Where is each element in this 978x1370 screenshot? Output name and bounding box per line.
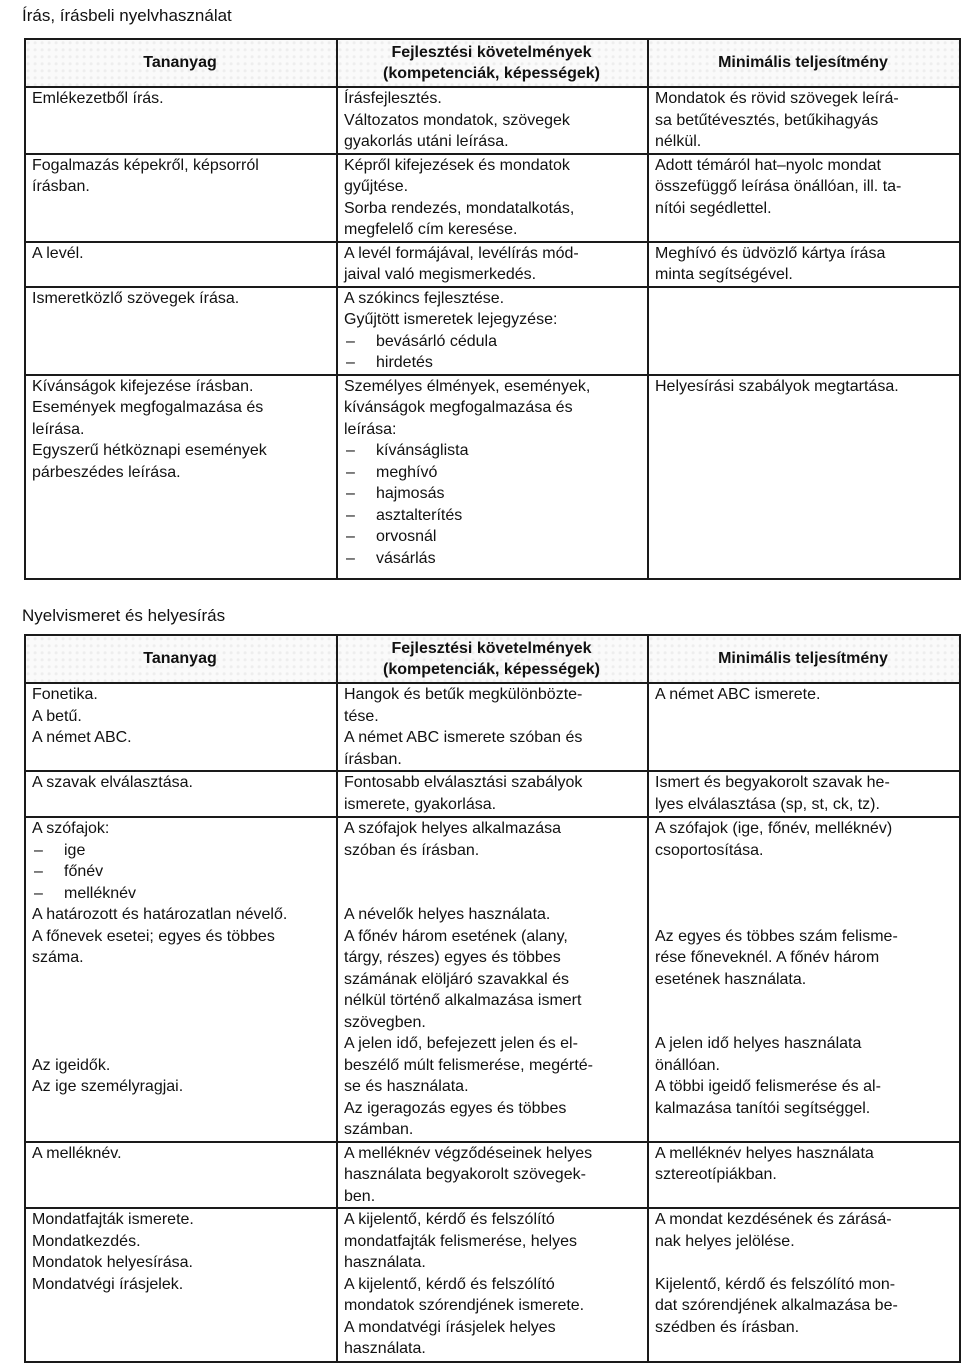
cell-text-line: használata begyakorolt szövegek- <box>344 1166 586 1183</box>
cell-text-line: A kijelentő, kérdő és felszólító <box>344 1275 555 1293</box>
cell-text-line: A főnevek esetei; egyes és többes <box>32 927 275 945</box>
table-cell-c1 <box>25 817 337 1142</box>
cell-text-line: Ismert és begyakorolt szavak he- <box>655 774 890 791</box>
table-cell-c3 <box>648 375 960 579</box>
table-row <box>25 154 960 242</box>
list-item: – orvosnál <box>344 526 639 548</box>
cell-text-line: Kívánságok kifejezése írásban. <box>32 377 254 395</box>
cell-text-line: Egyszerű hétköznapi események <box>32 442 267 459</box>
section-title-writing: Írás, írásbeli nyelvhasználat <box>22 6 232 25</box>
table-cell-c1 <box>25 87 337 154</box>
cell-text-line: A mondat kezdésének és zárásá- <box>655 1211 892 1228</box>
cell-text-line: tése. <box>344 707 379 725</box>
cell-text-line: Mondatvégi írásjelek. <box>32 1275 184 1293</box>
cell-text-line: csoportosítása. <box>655 841 764 859</box>
cell-text-line: A betű. <box>32 707 82 725</box>
dash-bullet-icon: – <box>346 485 355 502</box>
cell-text-line: nak helyes jelölése. <box>655 1232 795 1250</box>
cell-text-line: mondatok szórendjének ismerete. <box>344 1297 585 1314</box>
table-cell-c3 <box>648 287 960 375</box>
table-cell-c2 <box>337 87 648 154</box>
cell-text-line: A levél. <box>32 244 84 262</box>
cell-text-line: Ismeretközlő szövegek írása. <box>32 289 240 307</box>
cell-text-line: Sorba rendezés, mondatalkotás, <box>344 199 575 217</box>
table-cell-c2 <box>337 683 648 771</box>
cell-text-line: A melléknév helyes használata <box>655 1144 874 1162</box>
cell-text-line: Az igeidők. <box>32 1056 111 1074</box>
table-cell-c1 <box>25 287 337 375</box>
cell-text-line: sztereotípiákban. <box>655 1166 777 1183</box>
header-tananyag: Tananyag <box>25 635 337 683</box>
table-cell-c2 <box>337 817 648 1142</box>
cell-text-line: A kijelentő, kérdő és felszólító <box>344 1211 555 1228</box>
list-item: – kívánságlista <box>344 440 639 462</box>
dash-bullet-icon: – <box>346 506 355 524</box>
list-item: – vásárlás <box>344 548 639 570</box>
cell-text-line: leírása: <box>344 420 397 438</box>
table-cell-c3 <box>648 683 960 771</box>
cell-text-line: A német ABC. <box>32 729 132 746</box>
cell-text-line: Képről kifejezések és mondatok <box>344 156 570 174</box>
cell-text-line: sa betűtévesztés, betűkihagyás <box>655 111 879 129</box>
list-item: – hajmosás <box>344 483 639 505</box>
cell-text-line: ismerete, gyakorlása. <box>344 795 497 813</box>
cell-text-line: minta segítségével. <box>655 266 793 283</box>
table-cell-c3 <box>648 817 960 1142</box>
table-cell-c3 <box>648 1208 960 1362</box>
header-minimalis-teljesitmeny: Minimális teljesítmény <box>648 39 960 87</box>
cell-text-line: Személyes élmények, események, <box>344 377 591 395</box>
table-cell-c1 <box>25 771 337 817</box>
cell-text-line: dat szórendjének alkalmazása be- <box>655 1297 898 1314</box>
header-tananyag: Tananyag <box>25 39 337 87</box>
cell-text-line: kívánságok megfogalmazása és <box>344 399 573 416</box>
table-cell-c1 <box>25 375 337 579</box>
cell-text-line: mondatfajták felismerése, helyes <box>344 1232 577 1250</box>
cell-text-line: számban. <box>344 1121 414 1138</box>
cell-text-line: esetének használata. <box>655 970 807 988</box>
cell-text-line: lyes elválasztása (sp, st, ck, tz). <box>655 795 880 813</box>
dash-bullet-icon: – <box>346 463 355 481</box>
cell-text-line: Gyűjtött ismeretek lejegyzése: <box>344 311 558 328</box>
cell-text-line: A melléknév. <box>32 1144 122 1162</box>
cell-text-line: Kijelentő, kérdő és felszólító mon- <box>655 1275 896 1293</box>
cell-text-line: használata. <box>344 1340 426 1357</box>
list-item: – bevásárló cédula <box>344 331 639 353</box>
table-row <box>25 287 960 375</box>
cell-text-line: A német ABC ismerete szóban és <box>344 729 583 746</box>
table-row <box>25 87 960 154</box>
cell-text-line: A melléknév végződéseinek helyes <box>344 1144 593 1162</box>
list-item: – ige <box>32 840 328 862</box>
cell-text-line: nítói segédlettel. <box>655 199 772 217</box>
table-cell-c2 <box>337 1142 648 1209</box>
header-line: Fejlesztési követelmények <box>391 639 592 657</box>
cell-text-line: jaival való megismerkedés. <box>344 266 537 283</box>
cell-text-line: se és használata. <box>344 1078 469 1095</box>
table-row <box>25 1208 960 1362</box>
cell-text-line: párbeszédes leírása. <box>32 463 181 481</box>
table-cell-c1 <box>25 1142 337 1209</box>
cell-text-line: gyakorlás utáni leírása. <box>344 133 509 150</box>
table-cell-c3 <box>648 87 960 154</box>
cell-text-line: kalmazása tanítói segítséggel. <box>655 1099 871 1117</box>
dash-bullet-icon: – <box>34 841 43 859</box>
cell-text-line: A szófajok helyes alkalmazása <box>344 820 561 837</box>
table-cell-c1 <box>25 154 337 242</box>
cell-text-line: Mondatfajták ismerete. <box>32 1211 194 1228</box>
cell-text-line: szédben és írásban. <box>655 1318 800 1336</box>
table-cell-c3 <box>648 154 960 242</box>
header-line: (kompetenciák, képességek) <box>383 65 600 82</box>
cell-text-line: beszélő múlt felismerése, megérté- <box>344 1056 593 1074</box>
dash-bullet-icon: – <box>346 354 355 371</box>
list-item: – asztalterítés <box>344 505 639 527</box>
cell-text-line: A mondatvégi írásjelek helyes <box>344 1318 556 1336</box>
cell-text-line: A szófajok (ige, főnév, melléknév) <box>655 820 893 837</box>
cell-text-line: A szókincs fejlesztése. <box>344 289 505 307</box>
table-cell-c3 <box>648 1142 960 1209</box>
table-row <box>25 242 960 287</box>
cell-text-line: Mondatok és rövid szövegek leírá- <box>655 90 899 107</box>
cell-text-line: Mondatok helyesírása. <box>32 1254 193 1271</box>
dash-bullet-icon: – <box>346 549 355 567</box>
dash-bullet-icon: – <box>34 863 43 880</box>
list-item: – főnév <box>32 861 328 883</box>
cell-text-line: szövegben. <box>344 1013 426 1031</box>
table-cell-c2 <box>337 771 648 817</box>
cell-text-line: Meghívó és üdvözlő kártya írása <box>655 244 886 262</box>
cell-text-line: A névelők helyes használata. <box>344 906 551 923</box>
dash-bullet-icon: – <box>346 332 355 350</box>
table-cell-c2 <box>337 287 648 375</box>
table-cell-c2 <box>337 242 648 287</box>
table-cell-c3 <box>648 242 960 287</box>
list-item: – hirdetés <box>344 352 639 374</box>
dash-bullet-icon: – <box>34 884 43 902</box>
cell-text-line: nélkül. <box>655 133 702 150</box>
header-fejlesztesi-kovetelmenyek <box>337 635 648 683</box>
cell-text-line: ben. <box>344 1187 376 1205</box>
cell-text-line: megfelelő cím keresése. <box>344 221 518 238</box>
cell-text-line: A többi igeidő felismerése és al- <box>655 1078 881 1095</box>
header-line: Fejlesztési követelmények <box>391 43 592 61</box>
cell-text-line: Hangok és betűk megkülönbözte- <box>344 686 583 703</box>
cell-text-line: Az egyes és többes szám felisme- <box>655 927 898 945</box>
table-writing <box>24 38 961 580</box>
header-line: (kompetenciák, képességek) <box>383 661 600 678</box>
cell-text-line: Adott témáról hat–nyolc mondat <box>655 156 881 174</box>
table-cell-c2 <box>337 154 648 242</box>
cell-text-line: A szavak elválasztása. <box>32 774 193 791</box>
table-cell-c3 <box>648 771 960 817</box>
cell-text-line: írásban. <box>32 178 90 195</box>
cell-text-line: Események megfogalmazása és <box>32 399 264 416</box>
table-row <box>25 1142 960 1209</box>
cell-text-line: Fogalmazás képekről, képsorról <box>32 156 259 174</box>
table-row <box>25 817 960 1142</box>
cell-text-line: tárgy, részes) egyes és többes <box>344 949 561 966</box>
cell-text-line: rése főneveknél. A főnév három <box>655 949 880 966</box>
cell-text-line: A német ABC ismerete. <box>655 686 821 703</box>
header-minimalis-teljesitmeny: Minimális teljesítmény <box>648 635 960 683</box>
table-cell-c1 <box>25 1208 337 1362</box>
cell-text-line: Fontosabb elválasztási szabályok <box>344 774 583 791</box>
list-item: – meghívó <box>344 462 639 484</box>
cell-text-line: Emlékezetből írás. <box>32 90 164 107</box>
cell-text-line: használata. <box>344 1254 426 1271</box>
cell-text-line: Az igeragozás egyes és többes <box>344 1099 567 1117</box>
cell-text-line: A jelen idő, befejezett jelen és el- <box>344 1035 578 1052</box>
cell-text-line: számának elöljáró szavakkal és <box>344 970 569 988</box>
table-cell-c1 <box>25 683 337 771</box>
cell-text-line: Mondatkezdés. <box>32 1232 141 1250</box>
cell-text-line: Írásfejlesztés. <box>344 90 442 107</box>
cell-text-line: önállóan. <box>655 1056 720 1074</box>
cell-text-line: Helyesírási szabályok megtartása. <box>655 377 899 395</box>
cell-text-line: gyűjtése. <box>344 178 409 195</box>
table-row <box>25 683 960 771</box>
cell-text-line: A határozott és határozatlan névelő. <box>32 906 288 923</box>
cell-text-line: szóban és írásban. <box>344 841 480 859</box>
table-cell-c2 <box>337 375 648 579</box>
cell-text-line: nélkül történő alkalmazása ismert <box>344 992 582 1009</box>
table-language-knowledge <box>24 634 961 1363</box>
cell-text-line: A főnév három esetének (alany, <box>344 927 568 945</box>
table-row <box>25 771 960 817</box>
dash-bullet-icon: – <box>346 442 355 459</box>
cell-text-line: A levél formájával, levélírás mód- <box>344 244 579 262</box>
cell-text-line: írásban. <box>344 750 402 768</box>
cell-text-line: Fonetika. <box>32 686 98 703</box>
cell-text-line: összefüggő leírása önállóan, ill. ta- <box>655 178 902 195</box>
table-row <box>25 375 960 579</box>
list-item: – melléknév <box>32 883 328 905</box>
cell-text-line: Az ige személyragjai. <box>32 1078 184 1095</box>
cell-text-line: A jelen idő helyes használata <box>655 1035 862 1052</box>
section-title-language-knowledge: Nyelvismeret és helyesírás <box>22 606 226 625</box>
cell-text-line: száma. <box>32 949 84 966</box>
cell-text-line: A szófajok: <box>32 820 110 837</box>
cell-text-line: leírása. <box>32 420 85 438</box>
cell-text-line: Változatos mondatok, szövegek <box>344 111 570 129</box>
table-cell-c1 <box>25 242 337 287</box>
table-cell-c2 <box>337 1208 648 1362</box>
dash-bullet-icon: – <box>346 528 355 545</box>
header-fejlesztesi-kovetelmenyek <box>337 39 648 87</box>
